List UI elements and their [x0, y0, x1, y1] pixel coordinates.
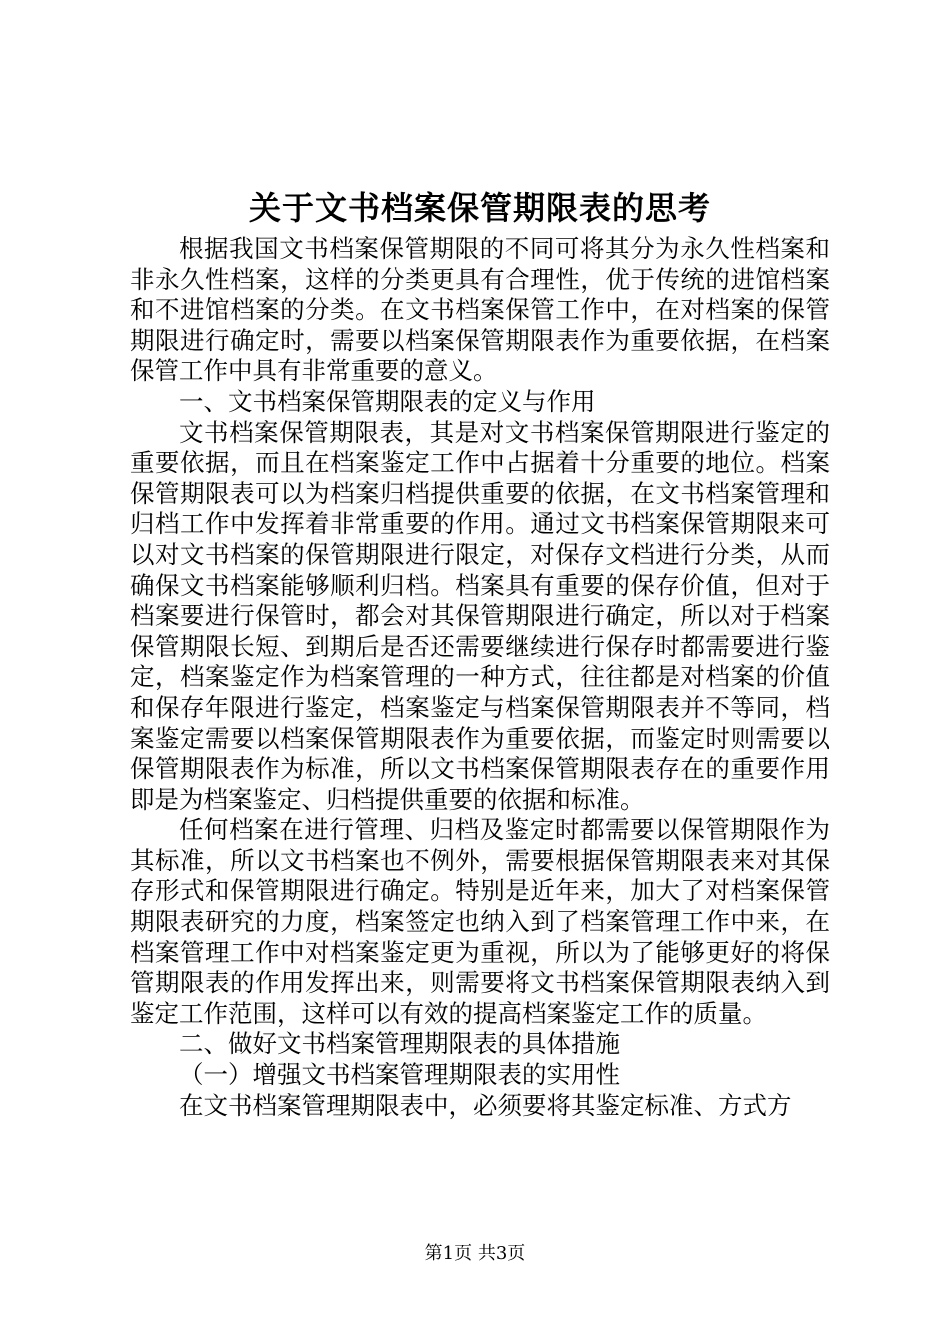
document-title: 关于文书档案保管期限表的思考 [248, 189, 711, 227]
paragraph-definition: 文书档案保管期限表，其是对文书档案保管期限进行鉴定的重要依据，而且在档案鉴定工作中占据着十分重要的地位。档案保管期限表可以为档案归档提供重要的依据，在文书档案管理和归档工作中发挥着非常重要的作用。通过文书档案保管期限来可以对文书档案的保管期限进行限定，对保存文档进行分类，从而确保文书档案能够顺利归档。档案具有重要的保存价值，但对于档案要进行保管时，都会对其保管期限进行确定，所以对于档案保管期限长短、到期后是否还需要继续进行保存时都需要进行鉴定，档案鉴定作为档案管理的一种方式，往往都是对档案的价值和保存年限进行鉴定，档案鉴定与档案保管期限表并不等同，档案鉴定需要以档案保管期限表作为重要依据，而鉴定时则需要以保管期限表作为标准，所以文书档案保管期限表存在的重要作用即是为档案鉴定、归档提供重要的依据和标准。 [130, 417, 830, 814]
paragraph-measures: 在文书档案管理期限表中，必须要将其鉴定标准、方式方 [179, 1090, 792, 1120]
paragraph-intro: 根据我国文书档案保管期限的不同可将其分为永久性档案和非永久性档案，这样的分类更具有合理性，优于传统的进馆档案和不进馆档案的分类。在文书档案保管工作中，在对档案的保管期限进行确定时，需要以档案保管期限表作为重要依据，在档案保管工作中具有非常重要的意义。 [130, 234, 830, 386]
page-footer: 第1页 共3页 [424, 1243, 526, 1264]
document-page [130, 182, 830, 1121]
subsection-heading-1: （一）增强文书档案管理期限表的实用性 [179, 1060, 620, 1090]
section-heading-2: 二、做好文书档案管理期限表的具体措施 [179, 1029, 620, 1059]
section-heading-1: 一、文书档案保管期限表的定义与作用 [179, 386, 596, 416]
paragraph-standard: 任何档案在进行管理、归档及鉴定时都需要以保管期限作为其标准，所以文书档案也不例外，需要根据保管期限表来对其保存形式和保管期限进行确定。特别是近年来，加大了对档案保管期限表研究的力度，档案签定也纳入到了档案管理工作中来，在档案管理工作中对档案鉴定更为重视，所以为了能够更好的将保管期限表的作用发挥出来，则需要将文书档案保管期限表纳入到鉴定工作范围，这样可以有效的提高档案鉴定工作的质量。 [130, 815, 830, 1028]
